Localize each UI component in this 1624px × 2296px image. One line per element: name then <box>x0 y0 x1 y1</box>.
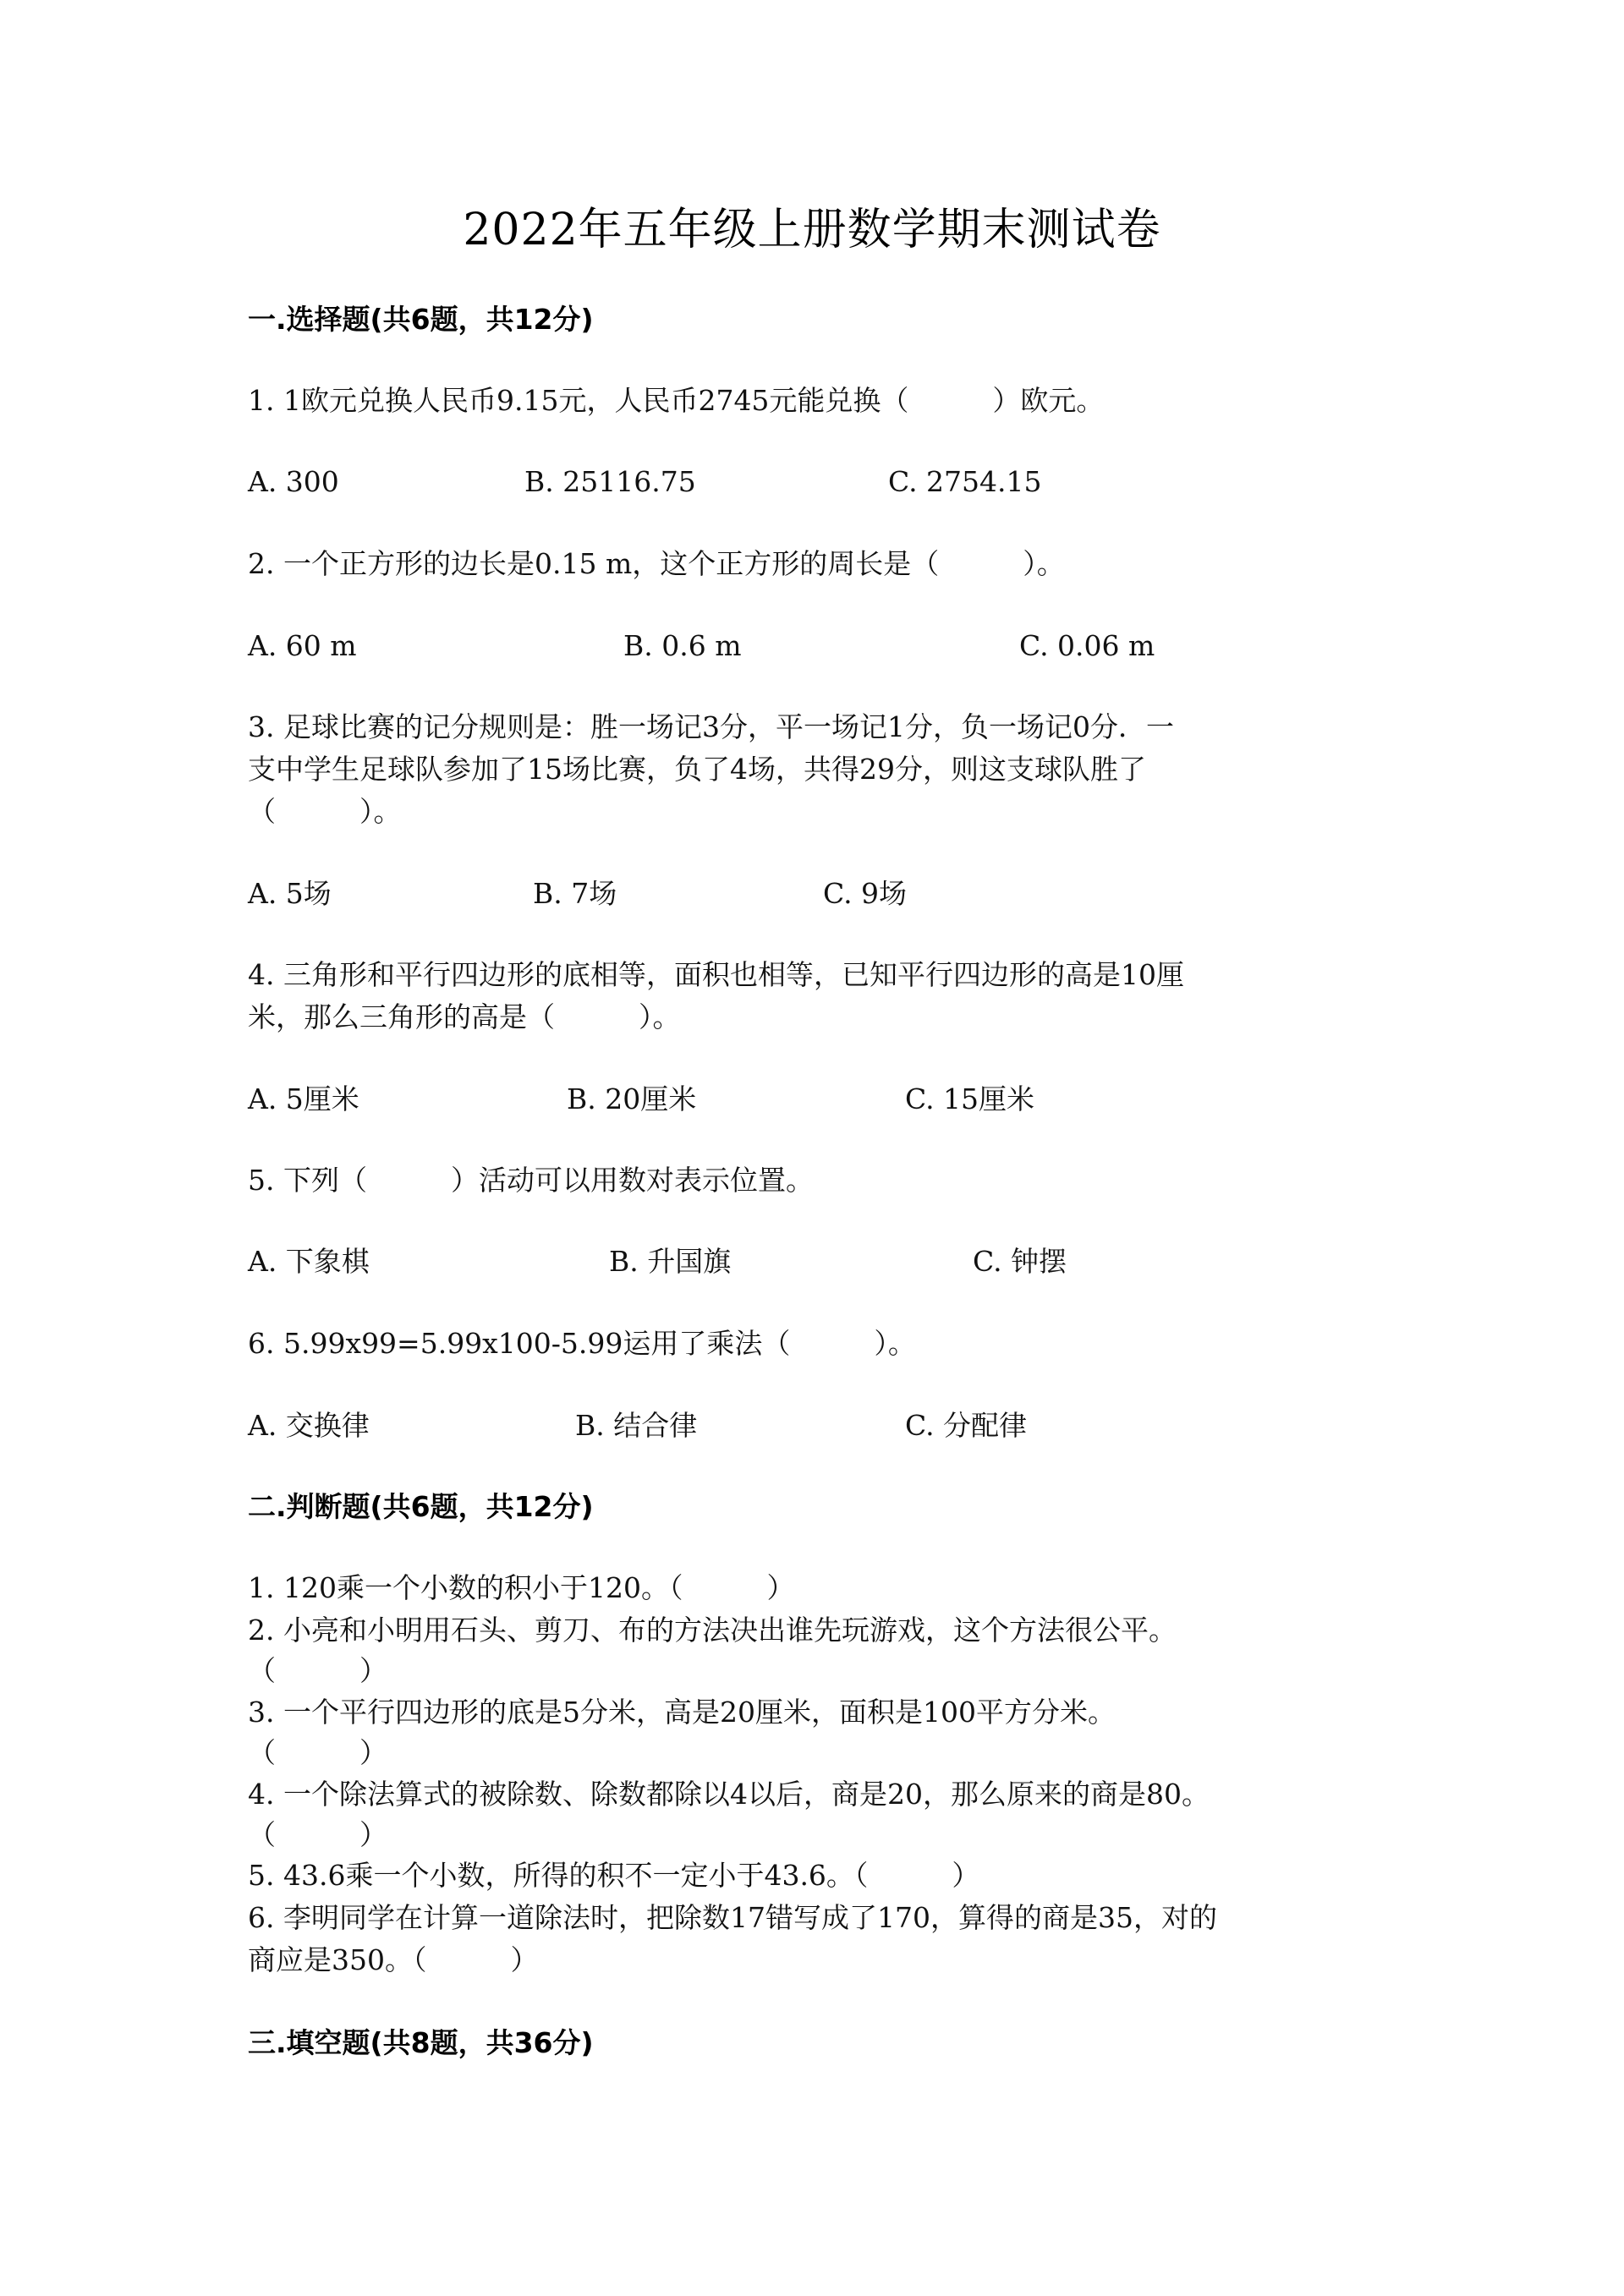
q2-option-a: A. 60 m <box>248 629 357 662</box>
tf-item-4-line-1: 4. 一个除法算式的被除数、除数都除以4以后，商是20，那么原来的商是80。 <box>248 1778 1210 1811</box>
q3-option-c: C. 9场 <box>823 877 908 910</box>
q2-option-c: C. 0.06 m <box>1019 629 1155 662</box>
q5-option-b: B. 升国旗 <box>609 1245 732 1278</box>
q3-option-a: A. 5场 <box>248 877 332 910</box>
section-heading-multiple-choice: 一.选择题(共6题，共12分) <box>248 303 594 336</box>
question-6-text: 6. 5.99x99=5.99x100-5.99运用了乘法（ ）。 <box>248 1327 916 1360</box>
q2-option-b: B. 0.6 m <box>623 629 742 662</box>
question-1-text: 1. 1欧元兑换人民币9.15元，人民币2745元能兑换（ ）欧元。 <box>248 384 1105 417</box>
q6-option-b: B. 结合律 <box>575 1409 698 1442</box>
tf-item-4-answer-paren: （ ） <box>248 1818 387 1851</box>
question-2-text: 2. 一个正方形的边长是0.15 m，这个正方形的周长是（ ）。 <box>248 547 1065 580</box>
question-3-text-line-1: 3. 足球比赛的记分规则是：胜一场记3分，平一场记1分，负一场记0分．一 <box>248 710 1174 743</box>
question-5-text: 5. 下列（ ）活动可以用数对表示位置。 <box>248 1164 814 1197</box>
q4-option-a: A. 5厘米 <box>248 1082 359 1115</box>
tf-item-6-line-2: 商应是350。（ ） <box>248 1943 539 1976</box>
q6-option-a: A. 交换律 <box>248 1409 370 1442</box>
q1-option-c: C. 2754.15 <box>888 465 1042 498</box>
q6-option-c: C. 分配律 <box>905 1409 1028 1442</box>
q5-option-a: A. 下象棋 <box>248 1245 370 1278</box>
question-3-text-line-3: （ ）。 <box>248 795 402 828</box>
question-4-text-line-1: 4. 三角形和平行四边形的底相等，面积也相等，已知平行四边形的高是10厘 <box>248 958 1184 991</box>
q5-option-c: C. 钟摆 <box>973 1245 1067 1278</box>
q3-option-b: B. 7场 <box>533 877 617 910</box>
tf-item-6-line-1: 6. 李明同学在计算一道除法时，把除数17错写成了170，算得的商是35，对的 <box>248 1901 1217 1934</box>
q1-option-b: B. 25116.75 <box>524 465 696 498</box>
question-3-text-line-2: 支中学生足球队参加了15场比赛，负了4场，共得29分，则这支球队胜了 <box>248 753 1146 786</box>
tf-item-3-answer-paren: （ ） <box>248 1736 387 1769</box>
tf-item-1: 1. 120乘一个小数的积小于120。（ ） <box>248 1571 795 1604</box>
page-title: 2022年五年级上册数学期末测试卷 <box>463 205 1161 255</box>
tf-item-3-line-1: 3. 一个平行四边形的底是5分米，高是20厘米，面积是100平方分米。 <box>248 1696 1116 1729</box>
section-heading-true-false: 二.判断题(共6题，共12分) <box>248 1490 594 1523</box>
tf-item-5: 5. 43.6乘一个小数，所得的积不一定小于43.6。（ ） <box>248 1859 980 1892</box>
section-heading-fill-in-blank: 三.填空题(共8题，共36分) <box>248 2026 594 2059</box>
question-4-text-line-2: 米，那么三角形的高是（ ）。 <box>248 1000 681 1033</box>
tf-item-2-line-1: 2. 小亮和小明用石头、剪刀、布的方法决出谁先玩游戏，这个方法很公平。 <box>248 1614 1177 1647</box>
q1-option-a: A. 300 <box>248 465 339 498</box>
q4-option-c: C. 15厘米 <box>905 1082 1035 1115</box>
tf-item-2-answer-paren: （ ） <box>248 1654 387 1687</box>
q4-option-b: B. 20厘米 <box>567 1082 697 1115</box>
